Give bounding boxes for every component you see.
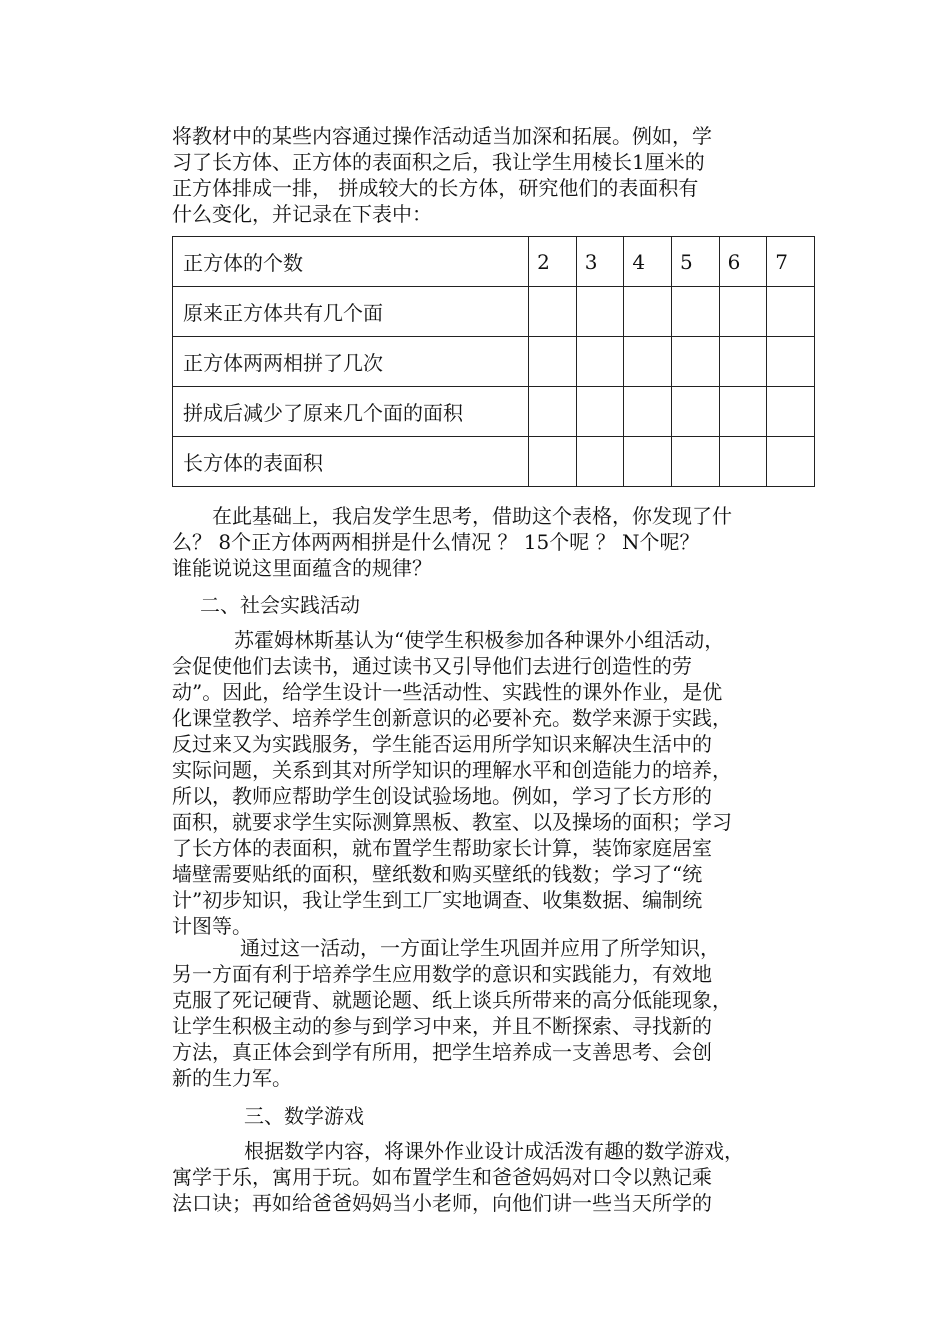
empty-cell <box>576 287 624 337</box>
text-line: 让学生积极主动的参与到学习中来，并且不断探索、寻找新的 <box>172 1014 712 1038</box>
text-line: 克服了死记硬背、就题论题、纸上谈兵所带来的高分低能现象， <box>172 988 732 1012</box>
text-line: 动”。因此，给学生设计一些活动性、实践性的课外作业，是优 <box>172 680 723 704</box>
text-line: 将教材中的某些内容通过操作活动适当加深和拓展。例如，学 <box>172 124 712 148</box>
text-line: 法口诀；再如给爸爸妈妈当小老师，向他们讲一些当天所学的 <box>172 1191 712 1215</box>
empty-cell <box>671 387 719 437</box>
cube-table <box>172 236 815 487</box>
text-line: 所以，教师应帮助学生创设试验场地。例如，学习了长方形的 <box>172 784 712 808</box>
row-label: 正方体两两相拼了几次 <box>173 337 529 387</box>
text-line: 苏霍姆林斯基认为“使学生积极参加各种课外小组活动， <box>234 628 725 652</box>
text-line: 谁能说说这里面蕴含的规律？ <box>172 556 432 580</box>
empty-cell <box>719 437 767 487</box>
empty-cell <box>624 287 672 337</box>
empty-cell <box>767 437 815 487</box>
empty-cell <box>576 437 624 487</box>
text-line: 另一方面有利于培养学生应用数学的意识和实践能力，有效地 <box>172 962 712 986</box>
row-label: 长方体的表面积 <box>173 437 529 487</box>
social-practice-paragraph-1 <box>172 627 822 939</box>
count-cell: 2 <box>529 237 577 287</box>
empty-cell <box>767 287 815 337</box>
empty-cell <box>671 437 719 487</box>
text-line: 根据数学内容，将课外作业设计成活泼有趣的数学游戏， <box>244 1139 744 1163</box>
question-paragraph <box>172 503 822 581</box>
math-games-paragraph <box>172 1138 822 1216</box>
empty-cell <box>576 387 624 437</box>
text-line: 了长方体的表面积，就布置学生帮助家长计算，装饰家庭居室 <box>172 836 712 860</box>
count-cell: 4 <box>624 237 672 287</box>
empty-cell <box>671 337 719 387</box>
count-cell: 7 <box>767 237 815 287</box>
table-header-label: 正方体的个数 <box>173 237 529 287</box>
table-header-row <box>173 237 815 287</box>
text-line: 在此基础上，我启发学生思考，借助这个表格，你发现了什 <box>212 504 732 528</box>
section-heading-social-practice: 二、社会实践活动 <box>200 593 360 617</box>
count-cell: 5 <box>671 237 719 287</box>
table-row <box>173 287 815 337</box>
row-label: 拼成后减少了原来几个面的面积 <box>173 387 529 437</box>
empty-cell <box>529 287 577 337</box>
count-cell: 3 <box>576 237 624 287</box>
intro-paragraph <box>172 123 822 227</box>
table-row <box>173 387 815 437</box>
empty-cell <box>529 387 577 437</box>
count-cell: 6 <box>719 237 767 287</box>
text-line: 实际问题，关系到其对所学知识的理解水平和创造能力的培养， <box>172 758 732 782</box>
text-line: 计”初步知识，我让学生到工厂实地调查、收集数据、编制统 <box>172 888 703 912</box>
empty-cell <box>624 337 672 387</box>
text-line: 方法，真正体会到学有所用，把学生培养成一支善思考、会创 <box>172 1040 712 1064</box>
row-label: 原来正方体共有几个面 <box>173 287 529 337</box>
social-practice-paragraph-2 <box>172 935 822 1091</box>
empty-cell <box>529 437 577 487</box>
text-line: 反过来又为实践服务，学生能否运用所学知识来解决生活中的 <box>172 732 712 756</box>
empty-cell <box>529 337 577 387</box>
text-line: 面积，就要求学生实际测算黑板、教室、以及操场的面积；学习 <box>172 810 732 834</box>
text-line: 墙壁需要贴纸的面积，壁纸数和购买壁纸的钱数；学习了“统 <box>172 862 703 886</box>
text-line: 么？ 8个正方体两两相拼是什么情况 ？ 15个呢 ？ N个呢？ <box>172 530 700 554</box>
section-heading-math-games: 三、数学游戏 <box>244 1104 364 1128</box>
empty-cell <box>671 287 719 337</box>
empty-cell <box>624 437 672 487</box>
text-line: 习了长方体、正方体的表面积之后，我让学生用棱长1厘米的 <box>172 150 705 174</box>
empty-cell <box>719 337 767 387</box>
text-line: 化课堂教学、培养学生创新意识的必要补充。数学来源于实践， <box>172 706 732 730</box>
text-line: 通过这一活动，一方面让学生巩固并应用了所学知识， <box>240 936 720 960</box>
empty-cell <box>719 387 767 437</box>
empty-cell <box>576 337 624 387</box>
text-line: 正方体排成一排， 拼成较大的长方体，研究他们的表面积有 <box>172 176 699 200</box>
empty-cell <box>624 387 672 437</box>
text-line: 会促使他们去读书，通过读书又引导他们去进行创造性的劳 <box>172 654 692 678</box>
table-row <box>173 437 815 487</box>
table-row <box>173 337 815 387</box>
text-line: 什么变化，并记录在下表中： <box>172 202 432 226</box>
text-line: 计图等。 <box>172 914 252 938</box>
empty-cell <box>767 387 815 437</box>
empty-cell <box>719 287 767 337</box>
text-line: 寓学于乐，寓用于玩。如布置学生和爸爸妈妈对口令以熟记乘 <box>172 1165 712 1189</box>
empty-cell <box>767 337 815 387</box>
text-line: 新的生力军。 <box>172 1066 292 1090</box>
